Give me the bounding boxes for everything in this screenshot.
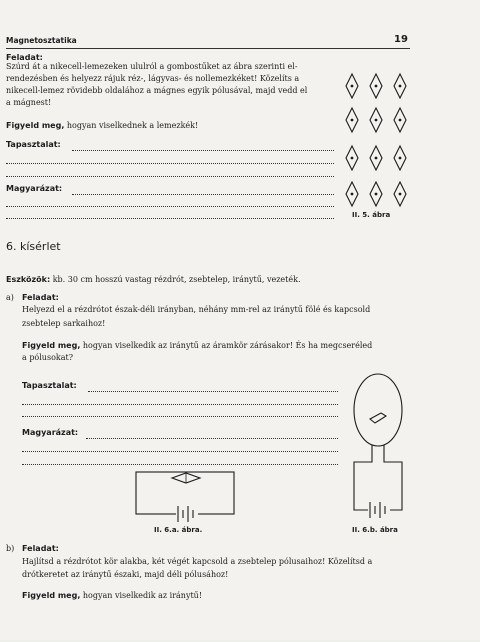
task-text-line: a mágnest!: [6, 98, 52, 107]
task-text-line: Hajlítsd a rézdrótot kör alakba, két végét kapcsold a zsebtelep pólusaihoz! Közelítsd a: [22, 557, 373, 566]
answer-line: [6, 176, 334, 177]
explanation-label: Magyarázat:: [22, 428, 79, 437]
diamond-plates-figure: [338, 70, 418, 210]
explanation-label: Magyarázat:: [6, 184, 63, 193]
tools-text: kb. 30 cm hosszú vastag rézdrót, zsebtelep, iránytű, vezeték.: [50, 275, 301, 284]
observe-text-line2: a pólusokat?: [22, 353, 74, 362]
answer-line: [6, 218, 334, 219]
observe-instruction: [22, 590, 202, 602]
answer-line: [72, 150, 334, 151]
answer-line: [88, 391, 338, 392]
wire-loop: [136, 472, 234, 514]
answer-line: [6, 206, 334, 207]
task-text-line: rendezésben és helyezz rájuk réz-, lágyvas- és nollemezkéket! Közelíts a: [6, 74, 300, 83]
observe-instruction: [6, 120, 198, 132]
answer-line: [22, 416, 338, 417]
experience-label: Tapasztalat:: [22, 381, 77, 390]
compass-needle-icon: [370, 413, 386, 423]
answer-line: [86, 438, 338, 439]
task-text-line: Helyezd el a rézdrótot észak-déli irányban, néhány mm-rel az iránytű fölé és kapcsold: [22, 305, 371, 314]
task-text-line: nikecell-lemez rövidebb oldalához a mágnes egyik pólusával, majd vedd el: [6, 86, 308, 95]
wire-ring: [354, 374, 402, 446]
subtask-marker: a): [6, 293, 14, 302]
observe-bold: Figyeld meg,: [22, 591, 81, 600]
experiment-title: 6. kísérlet: [6, 240, 61, 253]
chapter-title: Magnetosztatika: [6, 36, 77, 45]
task-text-line: drótkeretet az iránytű északi, majd déli pólusához!: [22, 570, 229, 579]
next-page-bleed-through: [0, 612, 480, 642]
observe-instruction: [22, 340, 372, 352]
task-label: Feladat:: [6, 53, 43, 62]
subtask-marker: b): [6, 544, 15, 553]
task-label: Feladat:: [22, 544, 59, 553]
straight-wire-circuit-figure: [130, 470, 240, 522]
wire-loop-circuit-figure: [340, 372, 416, 524]
answer-line: [72, 194, 334, 195]
observe-text: hogyan viselkednek a lemezkék!: [64, 121, 199, 130]
answer-line: [22, 451, 338, 452]
header-rule: [6, 48, 410, 49]
task-text-line: Szúrd át a nikecell-lemezeken ululról a gombostűket az ábra szerinti el-: [6, 62, 298, 71]
observe-text: hogyan viselkedik az iránytű az áramkör zárásakor! És ha megcseréled: [80, 341, 373, 350]
task-label: Feladat:: [22, 293, 59, 302]
task-text-line: zsebtelep sarkaihoz!: [22, 319, 106, 328]
figure-caption: II. 6.a. ábra.: [154, 526, 203, 534]
answer-line: [22, 404, 338, 405]
page-number: 19: [394, 34, 408, 45]
observe-bold: Figyeld meg,: [22, 341, 81, 350]
tools-line: [6, 274, 301, 286]
figure-caption: II. 6.b. ábra: [352, 526, 398, 534]
experience-label: Tapasztalat:: [6, 140, 61, 149]
answer-line: [6, 163, 334, 164]
tools-label: Eszközök:: [6, 275, 51, 284]
observe-bold: Figyeld meg,: [6, 121, 65, 130]
figure-caption: II. 5. ábra: [352, 211, 391, 219]
answer-line: [22, 464, 338, 465]
observe-text: hogyan viselkedik az iránytű!: [80, 591, 203, 600]
